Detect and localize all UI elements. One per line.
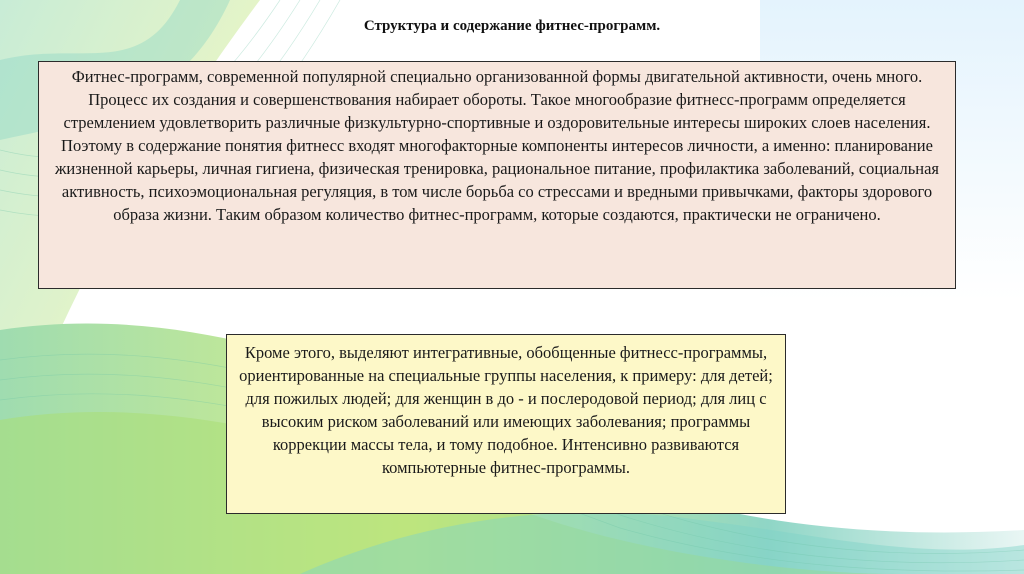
paragraph-fitness-programs: Фитнес-программ, современной популярной специально организованной формы двигательной активности, очень много. Процесс их создания и совершенствования набирает обороты. Такое многообразие фитнесс-программ определяется стремлением удовлетворить различные физкультурно-спортивные и оздоровительные интересы широких слоев населения. Поэтому в содержание понятия фитнесс входят многофакторные компоненты интересов личности, а именно: планирование жизненной карьеры, личная гигиена, физическая тренировка, рациональное питание, профилактика заболеваний, социальная активность, психоэмоциональная регуляция, в том числе борьба со стрессами и вредными привычками, факторы здорового образа жизни. Таким образом количество фитнес-программ, которые создаются, практически не ограничено.: [54, 67, 940, 224]
paragraph-integrative-programs: Кроме этого, выделяют интегративные, обобщенные фитнесс-программы, ориентированные на специальные группы населения, к примеру: для детей; для пожилых людей; для женщин в до - и послеродовой период; для лиц с высоким риском заболеваний или имеющих заболевания; программы коррекции массы тела, и тому подобное. Интенсивно развиваются компьютерные фитнес-программы.: [239, 343, 773, 477]
text-box-fitness-programs: [38, 61, 956, 289]
text-box-integrative-programs: [226, 334, 786, 514]
slide-title: Структура и содержание фитнес-программ.: [363, 18, 661, 34]
